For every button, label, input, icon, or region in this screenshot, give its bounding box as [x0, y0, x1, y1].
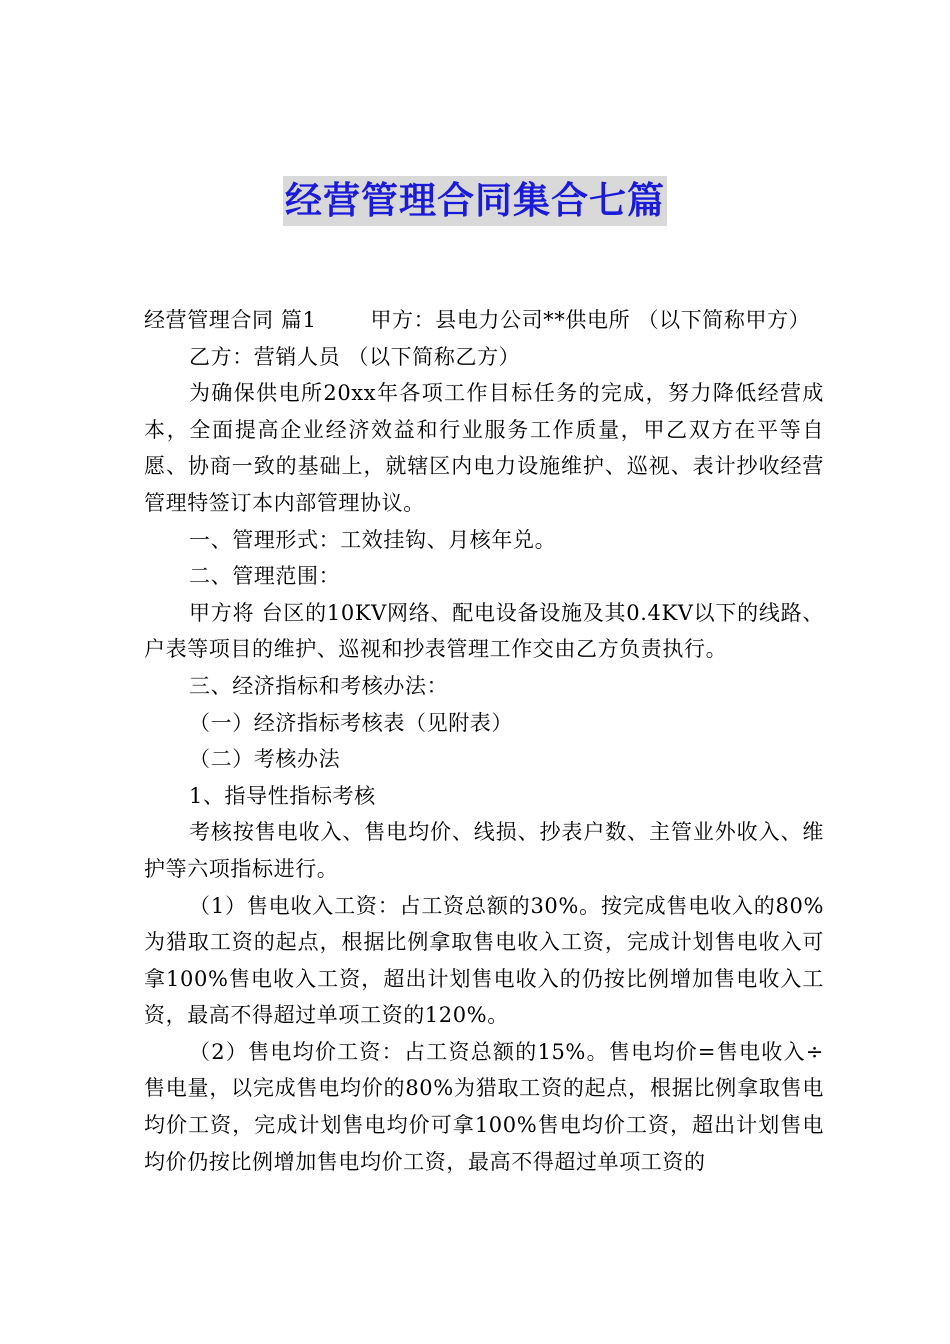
paragraph-guidance-indicators: 1、指导性指标考核 [189, 783, 376, 808]
party-a-text: 甲方：县电力公司**供电所 （以下简称甲方） [370, 308, 811, 332]
paragraph-purpose: 为确保供电所20xx年各项工作目标任务的完成，努力降低经营成本，全面提高企业经济效益和行业服务工作质量，甲乙双方在平等自愿、协商一致的基础上，就辖区内电力设施维护、巡视、表计抄收经营管理特签订本内部管理协议。 [144, 381, 824, 515]
paragraph-indicators-heading: 三、经济指标和考核办法： [189, 673, 449, 698]
paragraph-assessment-method: （二）考核办法 [189, 747, 341, 772]
contract-section-label: 经营管理合同 篇1 [144, 308, 317, 332]
paragraph-management-scope: 甲方将 台区的10KV网络、配电设备设施及其0.4KV以下的线路、户表等项目的维护、巡视和抄表管理工作交由乙方负责执行。 [144, 600, 824, 662]
paragraph-management-scope-heading: 二、管理范围： [189, 564, 341, 589]
document-body [144, 302, 824, 1180]
paragraph-management-form: 一、管理形式：工效挂钩、月核年兑。 [189, 527, 557, 552]
paragraph-sales-revenue-wage: （1）售电收入工资：占工资总额的30%。按完成售电收入的80%为猎取工资的起点，根据比例拿取售电收入工资，完成计划售电收入可拿100%售电收入工资，超出计划售电收入的仍按比例增加售电收入工资，最高不得超过单项工资的120%。 [144, 893, 824, 1028]
paragraph-average-price-wage: （2）售电均价工资：占工资总额的15%。售电均价=售电收入÷售电量，以完成售电均价的80%为猎取工资的起点，根据比例拿取售电均价工资，完成计划售电均价可拿100%售电均价工资，超出计划售电均价仍按比例增加售电均价工资，最高不得超过单项工资的 [144, 1039, 824, 1174]
paragraph-indicator-table: （一）经济指标考核表（见附表） [189, 710, 513, 735]
document-title: 经营管理合同集合七篇 [283, 176, 667, 226]
paragraph-six-indicators: 考核按售电收入、售电均价、线损、抄表户数、主管业外收入、维护等六项指标进行。 [144, 820, 824, 881]
paragraph-party-b: 乙方：营销人员 （以下简称乙方） [189, 344, 521, 369]
title-container [0, 176, 950, 226]
paragraph-contract-heading [144, 302, 824, 339]
